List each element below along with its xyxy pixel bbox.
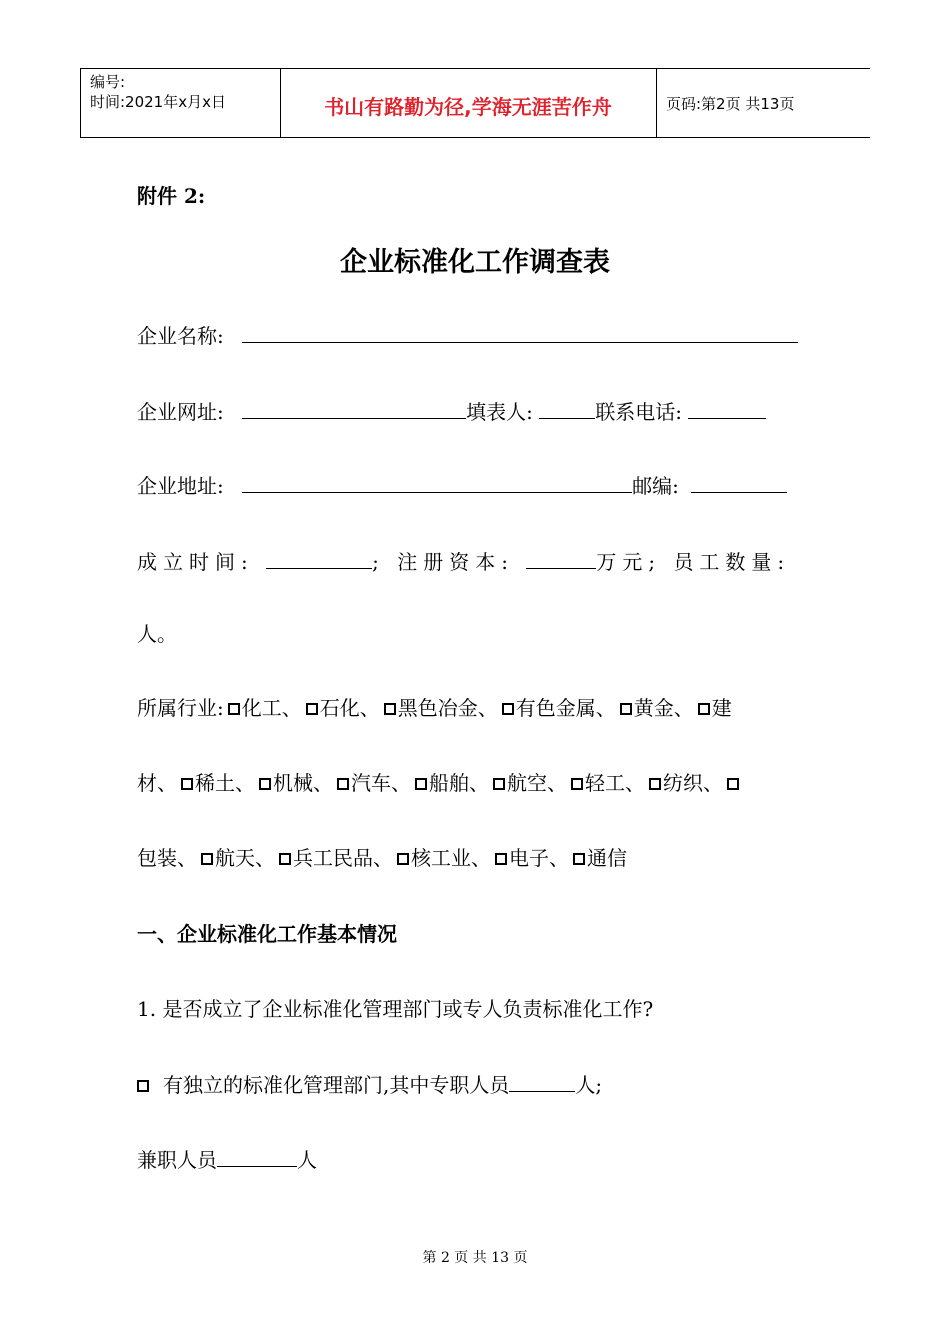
founded-blank[interactable]: [266, 548, 372, 569]
checkbox-nonferrous-metals[interactable]: [502, 703, 514, 715]
parttime-label: 兼职人员: [137, 1148, 217, 1172]
industry-option: 汽车、: [351, 771, 411, 795]
industry-option: 包装、: [137, 846, 197, 870]
checkbox-textile[interactable]: [649, 778, 661, 790]
founded-separator: ;: [372, 550, 385, 574]
industry-option: 通信: [587, 846, 627, 870]
postcode-blank[interactable]: [691, 472, 787, 493]
industry-option: 稀土、: [195, 771, 255, 795]
checkbox-packaging[interactable]: [727, 778, 739, 790]
industry-line-2: [137, 771, 741, 795]
phone-label: 联系电话:: [595, 400, 682, 424]
checkbox-automotive[interactable]: [337, 778, 349, 790]
field-company-name: [137, 322, 798, 348]
fulltime-staff-blank[interactable]: [509, 1071, 575, 1092]
checkbox-light-industry[interactable]: [571, 778, 583, 790]
parttime-unit: 人: [297, 1148, 317, 1172]
checkbox-dedicated-department[interactable]: [137, 1080, 149, 1092]
postcode-label: 邮编:: [632, 474, 679, 498]
staff-unit: 人。: [137, 622, 177, 646]
company-name-label: 企业名称:: [137, 324, 224, 348]
checkbox-electronics[interactable]: [495, 853, 507, 865]
industry-option: 航空、: [507, 771, 567, 795]
checkbox-petrochemical[interactable]: [306, 703, 318, 715]
capital-unit: 万元;: [596, 550, 662, 574]
industry-option: 石化、: [319, 696, 380, 720]
industry-option: 黑色冶金、: [397, 696, 498, 720]
address-label: 企业地址:: [137, 474, 224, 498]
checkbox-aviation[interactable]: [493, 778, 505, 790]
website-label: 企业网址:: [137, 400, 224, 424]
capital-label: 注册资本:: [397, 550, 514, 574]
industry-line-1: [137, 696, 732, 720]
checkbox-building-materials[interactable]: [698, 703, 710, 715]
industry-option: 黄金、: [633, 696, 694, 720]
parttime-staff-blank[interactable]: [217, 1146, 297, 1167]
field-address-row: [137, 472, 787, 498]
checkbox-telecom[interactable]: [573, 853, 585, 865]
option-unit: 人;: [575, 1073, 603, 1097]
attachment-label: 附件 2:: [137, 184, 206, 208]
industry-option: 核工业、: [411, 846, 491, 870]
staff-label: 员工数量:: [673, 550, 791, 574]
question-1-option-1: [137, 1071, 602, 1097]
section-heading: 一、企业标准化工作基本情况: [137, 922, 397, 946]
header-page-number: 页码:第2页 共13页: [666, 95, 795, 113]
industry-option: 船舶、: [429, 771, 489, 795]
industry-option: 电子、: [509, 846, 569, 870]
header-number: 编号:: [90, 73, 126, 91]
header-meta: [90, 72, 226, 112]
industry-option: 化工、: [241, 696, 302, 720]
industry-option: 有色金属、: [515, 696, 616, 720]
option-text: 有独立的标准化管理部门,其中专职人员: [163, 1073, 510, 1097]
page-header: [80, 68, 870, 138]
header-time: 时间:2021年x月x日: [90, 93, 226, 111]
industry-option: 航天、: [215, 846, 275, 870]
question-1: 1. 是否成立了企业标准化管理部门或专人负责标准化工作?: [137, 997, 654, 1021]
capital-blank[interactable]: [526, 548, 596, 569]
page-footer: 第 2 页 共 13 页: [422, 1250, 528, 1266]
filler-label: 填表人:: [466, 400, 533, 424]
checkbox-rare-earth[interactable]: [181, 778, 193, 790]
address-blank[interactable]: [242, 472, 632, 493]
founded-label: 成立时间:: [137, 550, 254, 574]
parttime-row: [137, 1146, 317, 1172]
filler-blank[interactable]: [539, 398, 595, 419]
checkbox-machinery[interactable]: [259, 778, 271, 790]
checkbox-shipbuilding[interactable]: [415, 778, 427, 790]
checkbox-ferrous-metallurgy[interactable]: [384, 703, 396, 715]
industry-option: 材、: [137, 771, 177, 795]
industry-option: 建: [711, 696, 732, 720]
company-name-blank[interactable]: [242, 322, 798, 343]
document-title: 企业标准化工作调查表: [340, 247, 610, 278]
industry-line-3: [137, 846, 627, 870]
checkbox-aerospace[interactable]: [201, 853, 213, 865]
industry-label: 所属行业:: [137, 696, 224, 720]
checkbox-ordnance-civil[interactable]: [279, 853, 291, 865]
industry-option: 纺织、: [663, 771, 723, 795]
field-website-row: [137, 398, 766, 424]
checkbox-gold[interactable]: [620, 703, 632, 715]
industry-option: 兵工民品、: [293, 846, 393, 870]
industry-option: 机械、: [273, 771, 333, 795]
header-motto: 书山有路勤为径,学海无涯苦作舟: [324, 95, 612, 119]
checkbox-nuclear[interactable]: [397, 853, 409, 865]
website-blank[interactable]: [242, 398, 466, 419]
field-founding-row: [137, 548, 790, 574]
industry-option: 轻工、: [585, 771, 645, 795]
phone-blank[interactable]: [688, 398, 766, 419]
checkbox-chemical[interactable]: [228, 703, 240, 715]
